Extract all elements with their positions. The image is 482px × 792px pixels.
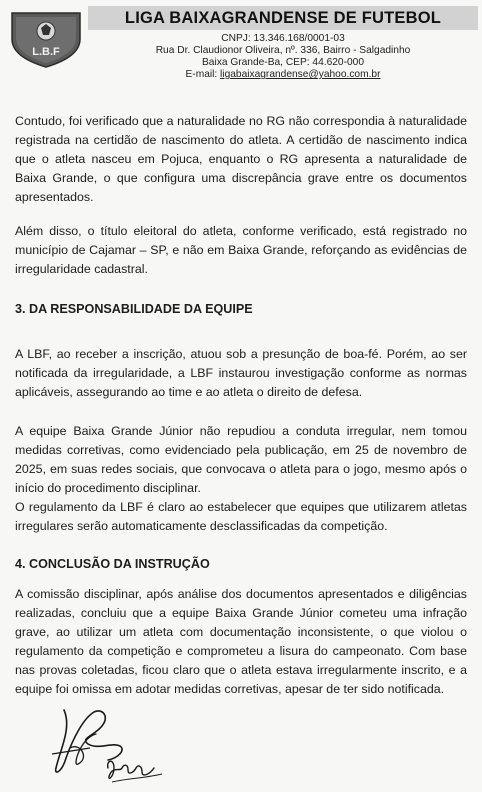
email-line xyxy=(88,69,478,81)
league-shield-logo xyxy=(6,9,86,69)
cnpj: CNPJ: 13.346.168/0001-03 xyxy=(221,33,345,44)
paragraph-regulamento: O regulamento da LBF é claro ao estabelecer que equipes que utilizarem atletas irregulares serão automaticamente desclassificadas da competição. xyxy=(15,500,467,533)
section-heading-4: 4. CONCLUSÃO DA INSTRUÇÃO xyxy=(15,557,210,571)
paragraph-conclusao: A comissão disciplinar, após análise dos documentos apresentados e diligências realizadas, concluiu que a equipe Baixa Grande Júnior cometeu uma infração grave, ao utilizar um atleta com documentação inconsistente, o que violou o regulamento da competição e comprometeu a lisura do campeonato. Com base nas provas coletadas, ficou claro que o atleta estava irregularmente inscrito, e a equipe foi omissa em adotar medidas corretivas, apesar de ter sido notificada. xyxy=(15,587,467,696)
email-link[interactable]: ligabaixagrandense@yahoo.com.br xyxy=(220,69,381,80)
section-heading-3: 3. DA RESPONSABILIDADE DA EQUIPE xyxy=(15,302,253,316)
letterhead xyxy=(0,0,482,86)
logo-lettering: L.B.F xyxy=(32,46,60,58)
paragraph-naturalidade: Contudo, foi verificado que a naturalidade no RG não correspondia à naturalidade registrada na certidão de nascimento do atleta. A certidão de nascimento indica que o atleta nasceu em Pojuca, enquanto o RG apresenta a naturalidade de Baixa Grande, o que configura uma discrepância grave entre os documentos apresentados. xyxy=(15,114,467,204)
email-label: E-mail: xyxy=(185,69,221,80)
paragraph-titulo-eleitoral: Além disso, o título eleitoral do atleta, conforme verificado, está registrado no município de Cajamar – SP, e não em Baixa Grande, reforçando as evidências de irregularidade cadastral. xyxy=(15,224,467,276)
paragraph-boa-fe: A LBF, ao receber a inscrição, atuou sob a presunção de boa-fé. Porém, ao ser notificada da irregularidade, a LBF instaurou investigação conforme as normas aplicáveis, assegurando ao time e ao atleta o direito de defesa. xyxy=(15,347,467,399)
address: Rua Dr. Claudionor Oliveira, nº. 336, Bairro - Salgadinho xyxy=(155,45,411,56)
handwritten-signature xyxy=(50,698,170,790)
city-cep: Baixa Grande-Ba, CEP: 44.620-000 xyxy=(202,57,364,68)
paragraph-conduta: A equipe Baixa Grande Júnior não repudiou a conduta irregular, nem tomou medidas corretivas, como evidenciado pela publicação, em 25 de novembro de 2025, em suas redes sociais, que convocava o atleta para o jogo, mesmo após o início do procedimento disciplinar. xyxy=(15,424,467,495)
league-name: LIGA BAIXAGRANDENSE DE FUTEBOL xyxy=(88,6,478,30)
